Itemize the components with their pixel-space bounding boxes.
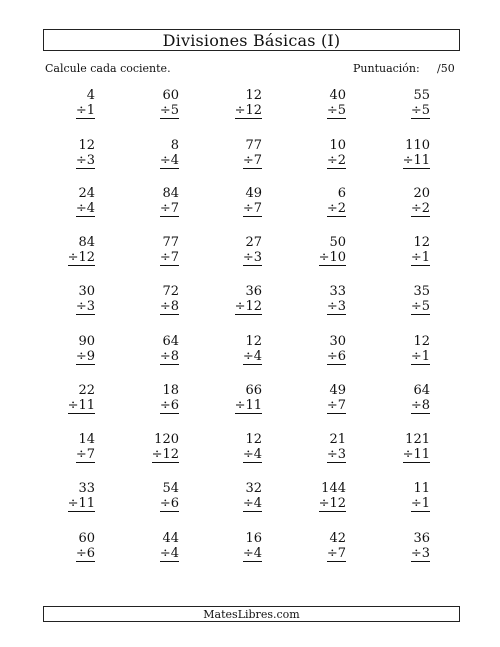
division-problem [119, 432, 179, 463]
divisor: ÷10 [318, 250, 346, 265]
division-problem [35, 334, 95, 365]
dividend: 49 [329, 383, 346, 398]
divisor: ÷5 [410, 103, 430, 118]
page-title: Divisiones Básicas (I) [43, 29, 460, 51]
dividend: 18 [162, 383, 179, 398]
dividend: 72 [162, 284, 179, 299]
dividend: 77 [245, 138, 262, 153]
dividend: 60 [162, 88, 179, 103]
division-problem [202, 138, 262, 169]
division-problem [370, 383, 430, 414]
divisor: ÷8 [159, 349, 179, 364]
division-problem [370, 138, 430, 169]
score-total: /50 [437, 62, 455, 75]
division-problem [119, 531, 179, 562]
dividend: 12 [245, 88, 262, 103]
divisor: ÷4 [159, 546, 179, 561]
dividend: 90 [78, 334, 95, 349]
dividend: 121 [405, 432, 430, 447]
dividend: 30 [329, 334, 346, 349]
division-problem [370, 284, 430, 315]
dividend: 32 [245, 481, 262, 496]
division-problem [286, 186, 346, 217]
dividend: 21 [329, 432, 346, 447]
divisor: ÷2 [326, 201, 346, 216]
divisor: ÷7 [326, 546, 346, 561]
dividend: 110 [405, 138, 430, 153]
dividend: 8 [170, 138, 179, 153]
divisor: ÷7 [326, 398, 346, 413]
division-problem [202, 481, 262, 512]
dividend: 55 [413, 88, 430, 103]
divisor: ÷7 [159, 201, 179, 216]
dividend: 27 [245, 235, 262, 250]
division-problem [202, 383, 262, 414]
division-problem [35, 383, 95, 414]
division-problem [35, 138, 95, 169]
division-problem [286, 88, 346, 119]
dividend: 60 [78, 531, 95, 546]
divisor: ÷9 [75, 349, 95, 364]
divisor: ÷11 [67, 398, 95, 413]
dividend: 16 [245, 531, 262, 546]
divisor: ÷6 [75, 546, 95, 561]
division-problem [370, 432, 430, 463]
dividend: 10 [329, 138, 346, 153]
dividend: 14 [78, 432, 95, 447]
divisor: ÷12 [151, 447, 179, 462]
division-problem [370, 186, 430, 217]
dividend: 84 [162, 186, 179, 201]
divisor: ÷7 [242, 153, 262, 168]
division-problem [286, 481, 346, 512]
dividend: 120 [154, 432, 179, 447]
division-problem [119, 88, 179, 119]
divisor: ÷12 [234, 103, 262, 118]
divisor: ÷3 [326, 447, 346, 462]
dividend: 33 [329, 284, 346, 299]
instructions-text: Calcule cada cociente. [45, 62, 171, 75]
divisor: ÷4 [75, 201, 95, 216]
dividend: 20 [413, 186, 430, 201]
divisor: ÷1 [75, 103, 95, 118]
division-problem [119, 481, 179, 512]
divisor: ÷6 [159, 496, 179, 511]
divisor: ÷4 [159, 153, 179, 168]
score-label: Puntuación: [353, 62, 420, 75]
division-problem [35, 284, 95, 315]
divisor: ÷7 [75, 447, 95, 462]
division-problem [35, 481, 95, 512]
division-problem [119, 334, 179, 365]
division-problem [35, 531, 95, 562]
division-problem [286, 235, 346, 266]
divisor: ÷6 [326, 349, 346, 364]
dividend: 77 [162, 235, 179, 250]
division-problem [286, 284, 346, 315]
divisor: ÷1 [410, 349, 430, 364]
division-problem [35, 432, 95, 463]
division-problem [119, 284, 179, 315]
division-problem [202, 186, 262, 217]
divisor: ÷8 [159, 299, 179, 314]
divisor: ÷7 [242, 201, 262, 216]
division-problem [202, 432, 262, 463]
dividend: 22 [78, 383, 95, 398]
divisor: ÷1 [410, 250, 430, 265]
division-problem [119, 383, 179, 414]
divisor: ÷3 [75, 299, 95, 314]
dividend: 6 [337, 186, 346, 201]
dividend: 40 [329, 88, 346, 103]
dividend: 84 [78, 235, 95, 250]
dividend: 4 [86, 88, 95, 103]
dividend: 54 [162, 481, 179, 496]
dividend: 44 [162, 531, 179, 546]
divisor: ÷6 [159, 398, 179, 413]
division-problem [370, 235, 430, 266]
division-problem [119, 186, 179, 217]
division-problem [286, 531, 346, 562]
divisor: ÷7 [159, 250, 179, 265]
footer-site: MatesLibres.com [43, 606, 460, 622]
divisor: ÷2 [410, 201, 430, 216]
division-problem [286, 432, 346, 463]
dividend: 49 [245, 186, 262, 201]
division-problem [370, 531, 430, 562]
divisor: ÷3 [326, 299, 346, 314]
divisor: ÷3 [75, 153, 95, 168]
divisor: ÷11 [234, 398, 262, 413]
division-problem [35, 88, 95, 119]
dividend: 33 [78, 481, 95, 496]
division-problem [202, 88, 262, 119]
dividend: 42 [329, 531, 346, 546]
dividend: 30 [78, 284, 95, 299]
division-problem [370, 481, 430, 512]
dividend: 36 [245, 284, 262, 299]
divisor: ÷5 [159, 103, 179, 118]
divisor: ÷3 [410, 546, 430, 561]
divisor: ÷11 [67, 496, 95, 511]
dividend: 12 [78, 138, 95, 153]
dividend: 35 [413, 284, 430, 299]
divisor: ÷11 [402, 447, 430, 462]
division-problem [370, 334, 430, 365]
division-problem [119, 138, 179, 169]
division-problem [119, 235, 179, 266]
division-problem [35, 235, 95, 266]
dividend: 64 [413, 383, 430, 398]
dividend: 144 [321, 481, 346, 496]
divisor: ÷4 [242, 546, 262, 561]
division-problem [286, 334, 346, 365]
divisor: ÷5 [410, 299, 430, 314]
dividend: 64 [162, 334, 179, 349]
divisor: ÷4 [242, 349, 262, 364]
dividend: 24 [78, 186, 95, 201]
divisor: ÷5 [326, 103, 346, 118]
division-problem [202, 531, 262, 562]
divisor: ÷4 [242, 496, 262, 511]
division-problem [286, 383, 346, 414]
divisor: ÷1 [410, 496, 430, 511]
dividend: 11 [413, 481, 430, 496]
divisor: ÷12 [234, 299, 262, 314]
dividend: 36 [413, 531, 430, 546]
division-problem [202, 334, 262, 365]
dividend: 66 [245, 383, 262, 398]
divisor: ÷4 [242, 447, 262, 462]
divisor: ÷8 [410, 398, 430, 413]
division-problem [35, 186, 95, 217]
dividend: 12 [413, 334, 430, 349]
divisor: ÷11 [402, 153, 430, 168]
divisor: ÷3 [242, 250, 262, 265]
dividend: 12 [245, 432, 262, 447]
division-problem [370, 88, 430, 119]
divisor: ÷2 [326, 153, 346, 168]
division-problem [202, 284, 262, 315]
division-problem [286, 138, 346, 169]
dividend: 12 [245, 334, 262, 349]
division-problem [202, 235, 262, 266]
divisor: ÷12 [67, 250, 95, 265]
dividend: 50 [329, 235, 346, 250]
divisor: ÷12 [318, 496, 346, 511]
dividend: 12 [413, 235, 430, 250]
